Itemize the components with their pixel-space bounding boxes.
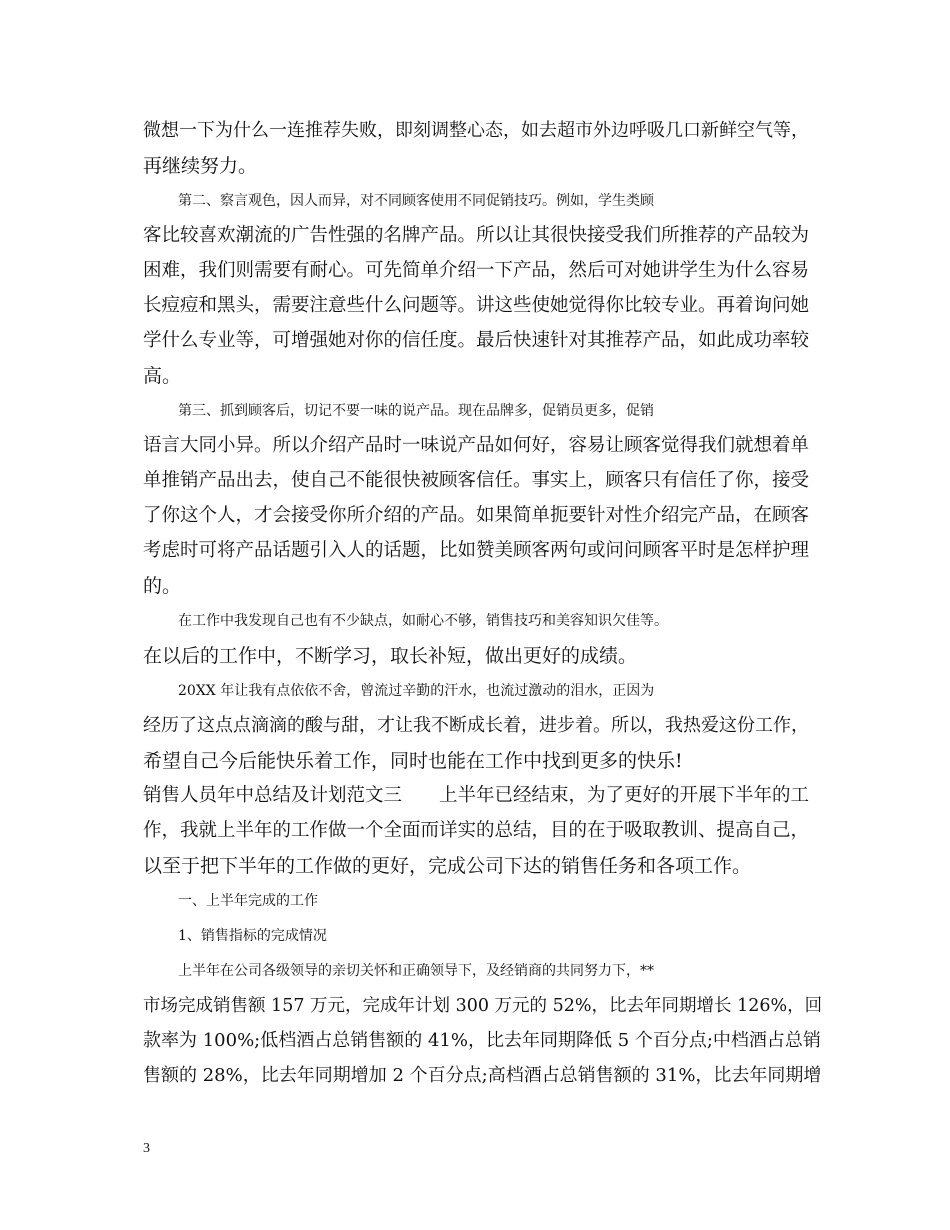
paragraph-start: 20XX 年让我有点依依不舍，曾流过辛勤的汗水，也流过激动的泪水，正因为 [178, 683, 655, 699]
text-line: 再继续努力。 [143, 155, 258, 177]
text-line: 希望自己今后能快乐着工作，同时也能在工作中找到更多的快乐! [143, 750, 683, 772]
text-line: 客比较喜欢潮流的广告性强的名牌产品。所以让其很快接受我们所推荐的产品较为 [143, 225, 810, 246]
text-line: 考虑时可将产品话题引入人的话题，比如赞美顾客两句或问问顾客平时是怎样护理 [143, 540, 810, 561]
text-line: 款率为 100%;低档酒占总销售额的 41%，比去年同期降低 5 个百分点;中档酒占总销 [143, 1030, 821, 1051]
text-line: 市场完成销售额 157 万元，完成年计划 300 万元的 52%，比去年同期增长 126%，回 [143, 996, 823, 1016]
paragraph-start: 上半年在公司各级领导的亲切关怀和正确领导下，及经销商的共同努力下，** [178, 963, 654, 979]
text-line: 学什么专业等，可增强她对你的信任度。最后快速针对其推荐产品，如此成功率较 [143, 330, 810, 351]
text-line: 微想一下为什么一连推荐失败，即刻调整心态，如去超市外边呼吸几口新鲜空气等， [143, 120, 809, 141]
text-line: 了你这个人，才会接受你所介绍的产品。如果简单扼要针对性介绍完产品，在顾客 [143, 505, 810, 526]
paragraph-start: 在工作中我发现自己也有不少缺点，如耐心不够，销售技巧和美容知识欠佳等。 [178, 613, 668, 629]
text-line: 长痘痘和黑头，需要注意些什么问题等。讲这些使她觉得你比较专业。再着询问她 [143, 295, 810, 316]
text-line: 单推销产品出去，使自己不能很快被顾客信任。事实上，顾客只有信任了你，接受 [143, 470, 810, 491]
text-line: 语言大同小异。所以介绍产品时一味说产品如何好，容易让顾客觉得我们就想着单 [143, 435, 810, 456]
page-number: 3 [143, 1141, 150, 1156]
subheading: 1、销售指标的完成情况 [178, 928, 327, 944]
paragraph-start: 第三、抓到顾客后，切记不要一味的说产品。现在品牌多，促销员更多，促销 [178, 403, 654, 419]
section-heading-line: 销售人员年中总结及计划范文三 上半年已经结束，为了更好的开展下半年的工 [143, 785, 810, 806]
text-line: 作，我就上半年的工作做一个全面而详实的总结，目的在于吸取教训、提高自己， [143, 820, 810, 841]
subheading: 一、上半年完成的工作 [178, 893, 318, 909]
text-line: 以至于把下半年的工作做的更好，完成公司下达的销售任务和各项工作。 [143, 855, 752, 877]
text-line: 高。 [143, 365, 182, 387]
text-line: 困难，我们则需要有耐心。可先简单介绍一下产品，然后可对她讲学生为什么容易 [143, 260, 810, 281]
text-line: 的。 [143, 575, 182, 597]
text-line: 经历了这点点滴滴的酸与甜，才让我不断成长着，进步着。所以，我热爱这份工作， [143, 715, 809, 736]
paragraph-start: 第二、察言观色，因人而异，对不同顾客使用不同促销技巧。例如，学生类顾 [178, 193, 654, 209]
text-line: 售额的 28%，比去年同期增加 2 个百分点;高档酒占总销售额的 31%，比去年同期增 [143, 1065, 822, 1086]
text-line: 在以后的工作中，不断学习，取长补短，做出更好的成绩。 [143, 645, 638, 667]
